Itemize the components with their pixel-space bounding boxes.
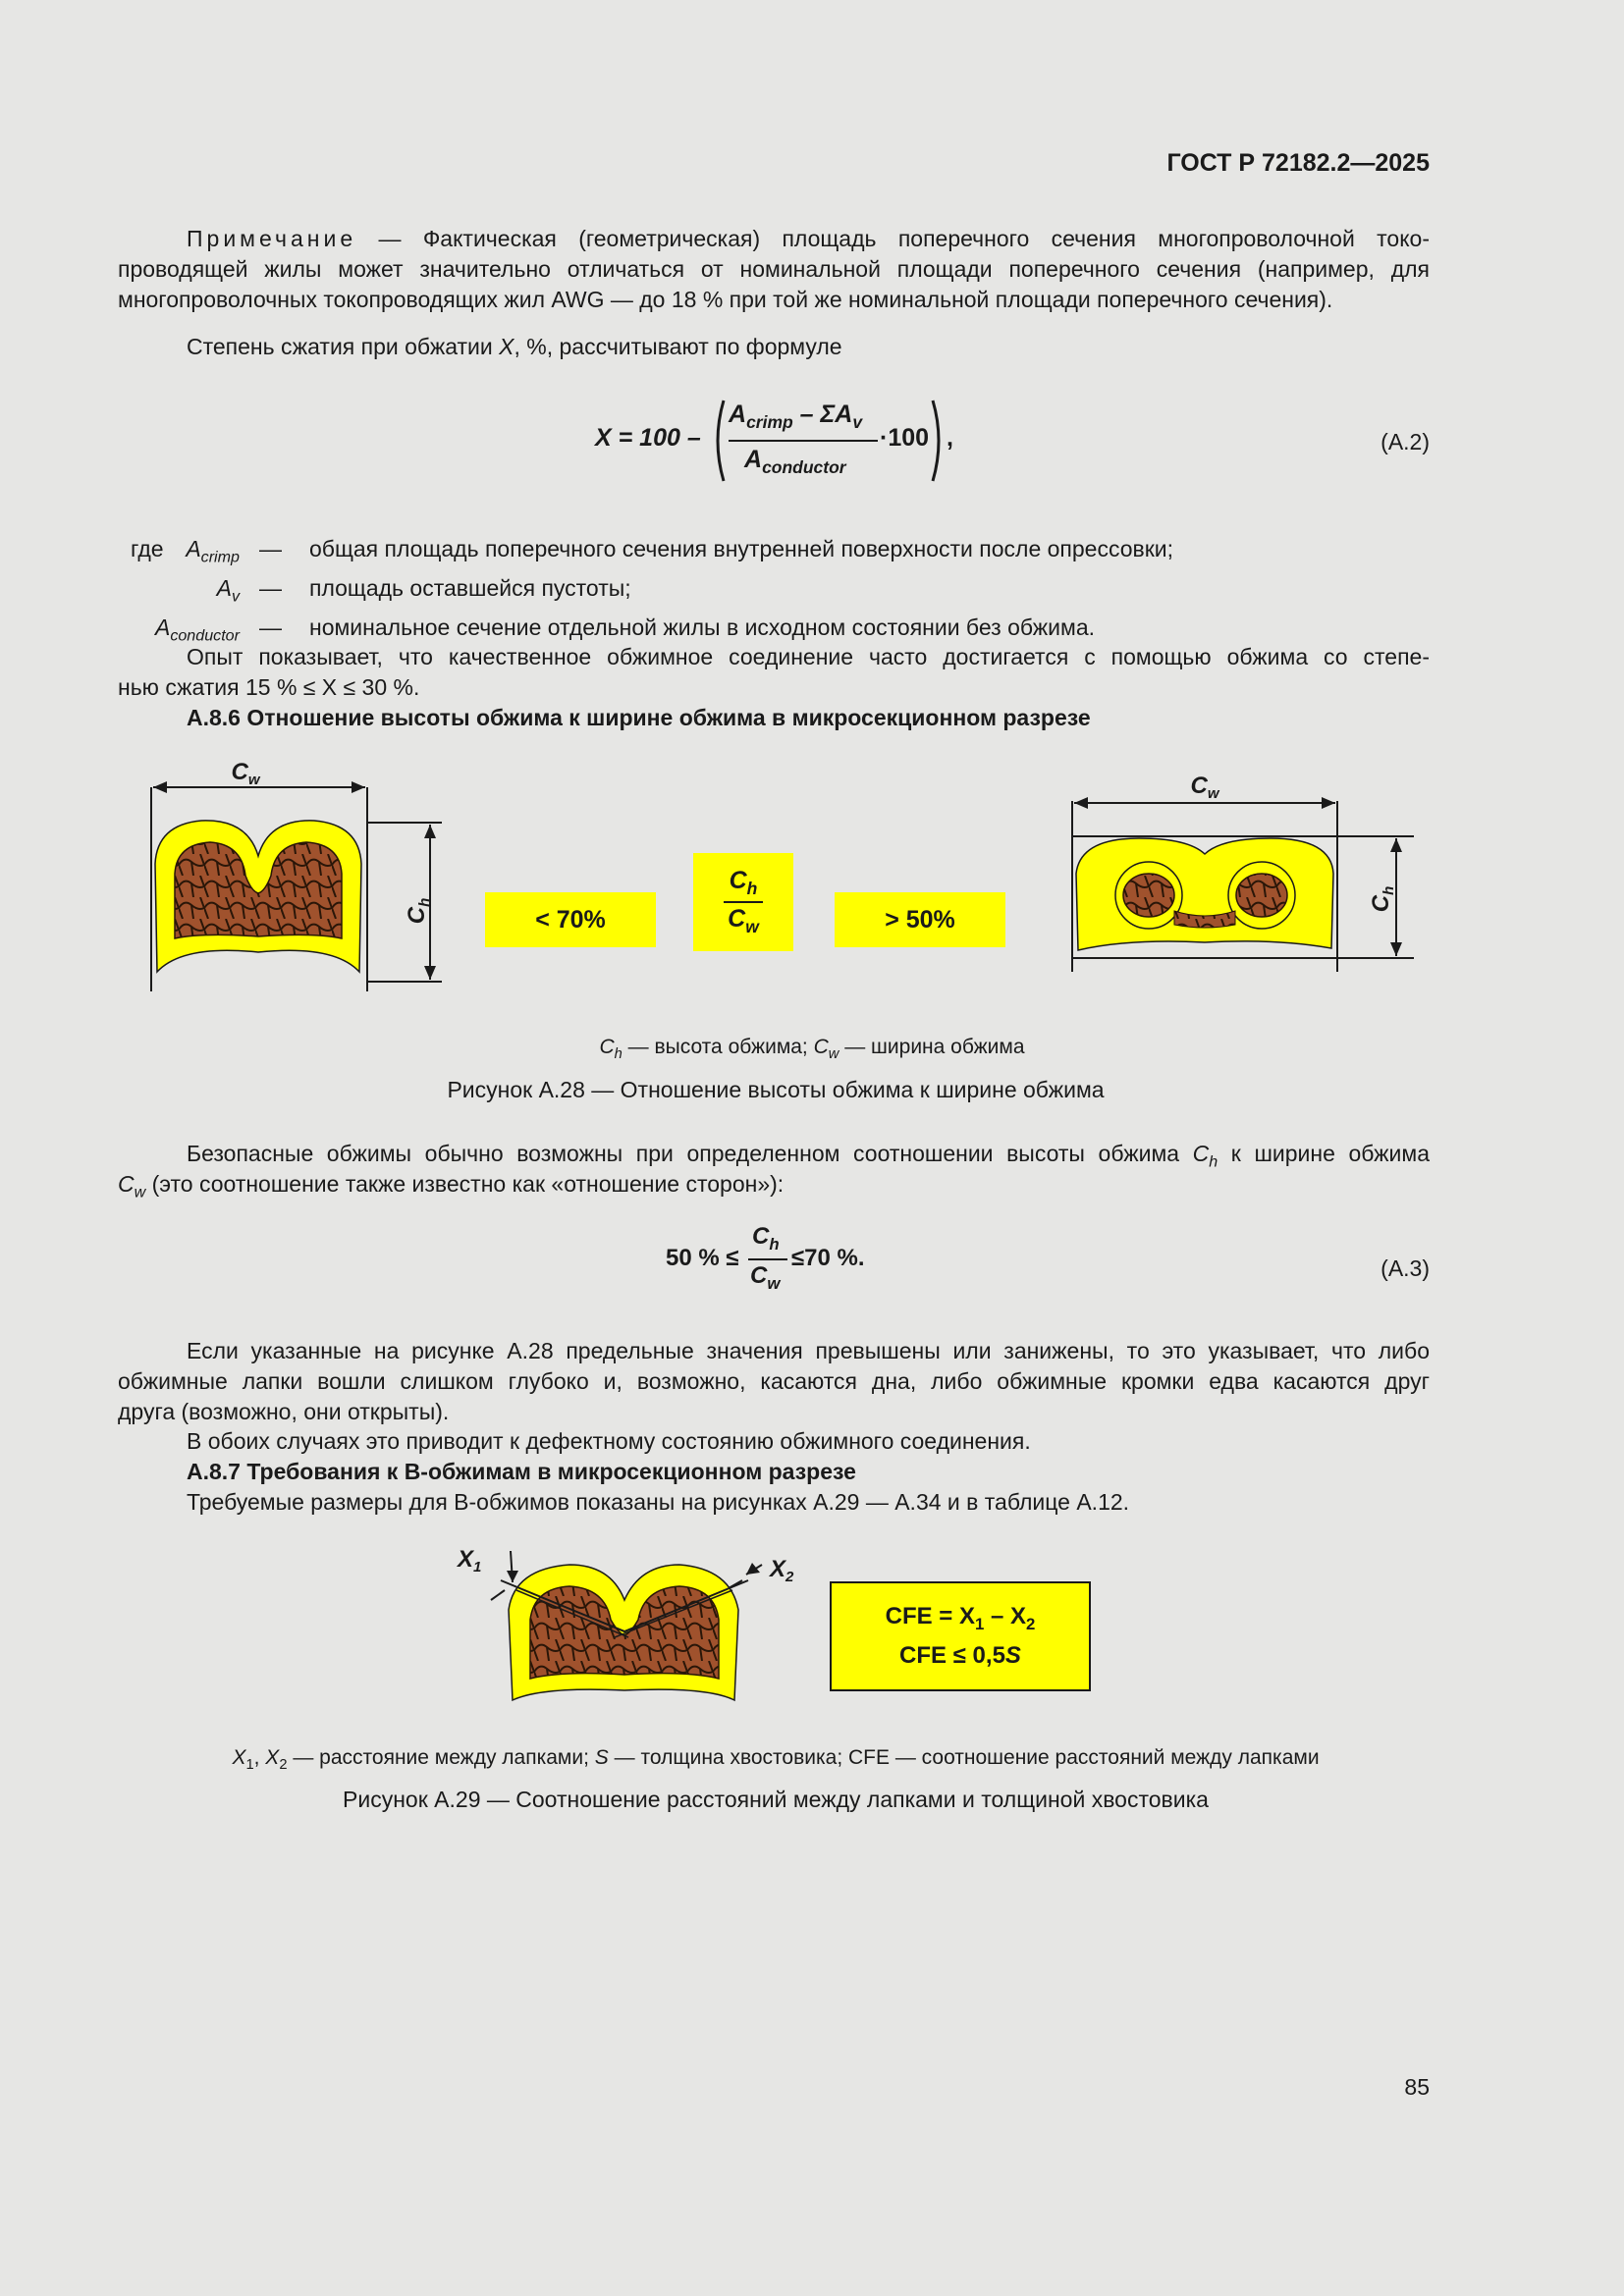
safe-para-line-1: Безопасные обжимы обычно возможны при определенном соотношении высоты обжима $C_h$ к ширине обжима — [187, 1141, 1430, 1171]
experience-line-1: Опыт показывает, что качественное обжимное соединение часто достигается с помощью обжима со степе- — [187, 644, 1430, 669]
eq2-comma: , — [947, 424, 953, 452]
limits-line-1: Если указанные на рисунке А.28 предельные значения превышены или занижены, то это указывает, что либо — [187, 1338, 1430, 1363]
section-a86-title: А.8.6 Отношение высоты обжима к ширине обжима в микросекционном разрезе — [187, 705, 1091, 730]
eq2-right-paren — [929, 397, 948, 485]
document-id: ГОСТ Р 72182.2—2025 — [1166, 149, 1430, 177]
figure-a29-caption: $X_1$, $X_2$ — расстояние между лапками; S — толщина хвостовика; CFE — соотношение расстояний между лапками — [232, 1746, 1320, 1774]
ratio-numerator: $C_h$ — [729, 867, 758, 898]
eq2-fraction-bar — [729, 440, 878, 442]
formula-intro: Степень сжатия при обжатии X, %, рассчитывают по формуле — [187, 334, 842, 359]
figure-a28-caption: $C_h$ — высота обжима; $C_w$ — ширина обжима — [599, 1036, 1025, 1063]
equation-a3 — [666, 1223, 901, 1306]
ratio-box-less-70: < 70% — [485, 892, 656, 947]
figure-a29-drawing — [432, 1531, 805, 1718]
limits-line-3: друга (возможно, они открыты). — [118, 1399, 450, 1424]
eq3-right: ≤70 %. — [791, 1245, 865, 1271]
ratio-box-ch-cw — [693, 853, 793, 951]
limits-line-4: В обоих случаях это приводит к дефектному состоянию обжимного соединения. — [187, 1428, 1031, 1454]
cfe-line-2: CFE ≤ 0,5S — [899, 1641, 1021, 1669]
ratio-bar — [724, 901, 763, 903]
ratio-denominator: $C_w$ — [728, 905, 759, 936]
where-word: где — [131, 536, 164, 561]
ch-label-right: $C_h$ — [1368, 885, 1397, 913]
limits-line-2: обжимные лапки вошли слишком глубоко и, возможно, касаются дна, либо обжимные кромки едва касаются друг — [118, 1368, 1430, 1394]
page-number: 85 — [1404, 2074, 1430, 2100]
eq2-tail: ·100 — [880, 424, 930, 452]
where-row-2: $A_v$ — площадь оставшейся пустоты; — [216, 575, 631, 606]
ch-label-left: $C_h$ — [404, 897, 433, 925]
cw-label-right: $C_w$ — [1190, 773, 1219, 802]
cfe-line-1: CFE = $X_1 - X_2$ — [885, 1603, 1036, 1633]
equation-a2-number: (A.2) — [1380, 429, 1430, 454]
cfe-formula-box — [830, 1581, 1091, 1691]
crimp-right-drawing — [1072, 797, 1414, 972]
eq2-lhs: X = 100 – — [595, 424, 701, 452]
eq2-numerator: $A_{crimp} - \Sigma A_v$ — [729, 400, 863, 432]
figure-a29-title: Рисунок А.29 — Соотношение расстояний между лапками и толщиной хвостовика — [343, 1787, 1209, 1812]
eq3-numerator: $C_h$ — [752, 1223, 780, 1254]
experience-line-2: нью сжатия 15 % ≤ X ≤ 30 %. — [118, 674, 420, 700]
eq3-left: 50 % ≤ — [666, 1245, 739, 1271]
note-label: Примечание — [187, 226, 357, 251]
note-line-1: Примечание — Фактическая (геометрическая) площадь поперечного сечения многопроволочной токо- — [187, 226, 1430, 251]
where-row-3: $A_{conductor}$ — номинальное сечение отдельной жилы в исходном состоянии без обжима. — [154, 614, 1096, 645]
ratio-box-more-50: > 50% — [835, 892, 1005, 947]
figure-a28 — [0, 746, 1624, 1001]
section-a87-title: А.8.7 Требования к В-обжимам в микросекционном разрезе — [187, 1459, 856, 1484]
note-line-2: проводящей жилы может значительно отличаться от номинальной площади поперечного сечения (например, для — [118, 256, 1430, 282]
safe-para-line-2: $C_w$ (это соотношение также известно как «отношение сторон»): — [118, 1171, 785, 1201]
eq3-denominator: $C_w$ — [750, 1262, 781, 1293]
x1-label: $X_1$ — [458, 1546, 482, 1575]
cw-label-left: $C_w$ — [231, 759, 260, 788]
note-line-3: многопроволочных токопроводящих жил AWG — до 18 % при той же номинальной площади поперечного сечения). — [118, 287, 1333, 312]
x2-label: $X_2$ — [770, 1556, 794, 1585]
section-a87-text: Требуемые размеры для В-обжимов показаны на рисунках А.29 — А.34 и в таблице А.12. — [187, 1489, 1130, 1515]
crimp-left-drawing — [151, 781, 442, 991]
eq2-denominator: $A_{conductor}$ — [744, 446, 846, 477]
figure-a28-title: Рисунок А.28 — Отношение высоты обжима к ширине обжима — [447, 1077, 1105, 1102]
eq2-left-paren — [708, 397, 728, 485]
where-row-1: $A_{crimp}$ — общая площадь поперечного сечения внутренней поверхности после опрессовки; — [186, 536, 1174, 566]
equation-a2 — [595, 397, 988, 485]
equation-a3-number: (A.3) — [1380, 1255, 1430, 1281]
eq3-bar — [748, 1258, 787, 1260]
